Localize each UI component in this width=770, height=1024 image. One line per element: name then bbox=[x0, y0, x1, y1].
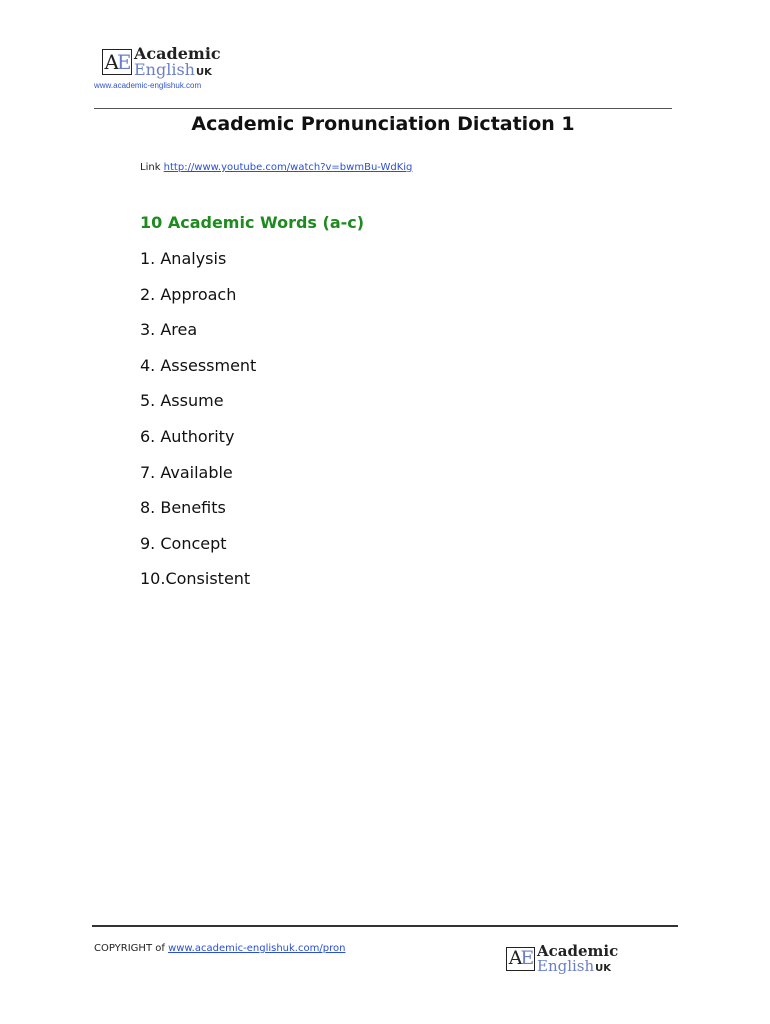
logo-academic-text: Academic bbox=[134, 44, 221, 63]
logo-uk-text: UK bbox=[195, 67, 212, 78]
logo-mark-a: A bbox=[104, 50, 117, 74]
copyright-label: COPYRIGHT of bbox=[94, 943, 165, 954]
logo-uk-text: UK bbox=[595, 963, 612, 974]
logo-wordmark bbox=[537, 944, 618, 974]
footer-divider bbox=[92, 925, 678, 927]
section-heading: 10 Academic Words (a-c) bbox=[140, 213, 365, 232]
list-item: 10.Consistent bbox=[140, 569, 251, 589]
logo-wordmark bbox=[134, 46, 221, 78]
logo-english-text: English bbox=[537, 957, 595, 975]
list-item: 3. Area bbox=[140, 320, 198, 340]
logo-mark-e: E bbox=[116, 50, 130, 74]
copyright-link[interactable]: www.academic-englishuk.com/pron bbox=[168, 943, 346, 954]
logo-english-line bbox=[537, 959, 618, 974]
footer-logo bbox=[506, 944, 618, 974]
list-item: 1. Analysis bbox=[140, 249, 227, 268]
logo-english-line bbox=[134, 62, 221, 78]
logo-mark-e: E bbox=[520, 947, 533, 969]
logo-mark-a: A bbox=[508, 947, 521, 969]
list-item: 8. Benefits bbox=[140, 498, 226, 518]
list-item: 2. Approach bbox=[140, 284, 237, 304]
header-site-url[interactable]: www.academic-englishuk.com bbox=[94, 81, 202, 90]
logo-academic-text: Academic bbox=[537, 942, 619, 960]
video-link-line bbox=[140, 162, 412, 173]
list-item: 6. Authority bbox=[140, 426, 235, 446]
logo-ae-mark bbox=[506, 947, 535, 971]
link-label: Link bbox=[140, 162, 161, 173]
list-item: 7. Available bbox=[140, 462, 233, 482]
logo-english-text: English bbox=[134, 60, 195, 79]
list-item: 4. Assessment bbox=[140, 355, 257, 375]
logo-ae-mark bbox=[102, 49, 132, 75]
list-item: 5. Assume bbox=[140, 391, 224, 411]
header-logo bbox=[102, 46, 221, 78]
header-divider bbox=[94, 108, 672, 109]
word-list bbox=[140, 248, 256, 604]
page-title: Academic Pronunciation Dictation 1 bbox=[191, 113, 575, 135]
list-item: 9. Concept bbox=[140, 533, 227, 553]
copyright-line bbox=[94, 943, 345, 954]
video-link[interactable]: http://www.youtube.com/watch?v=bwmBu-WdKig bbox=[163, 162, 413, 173]
